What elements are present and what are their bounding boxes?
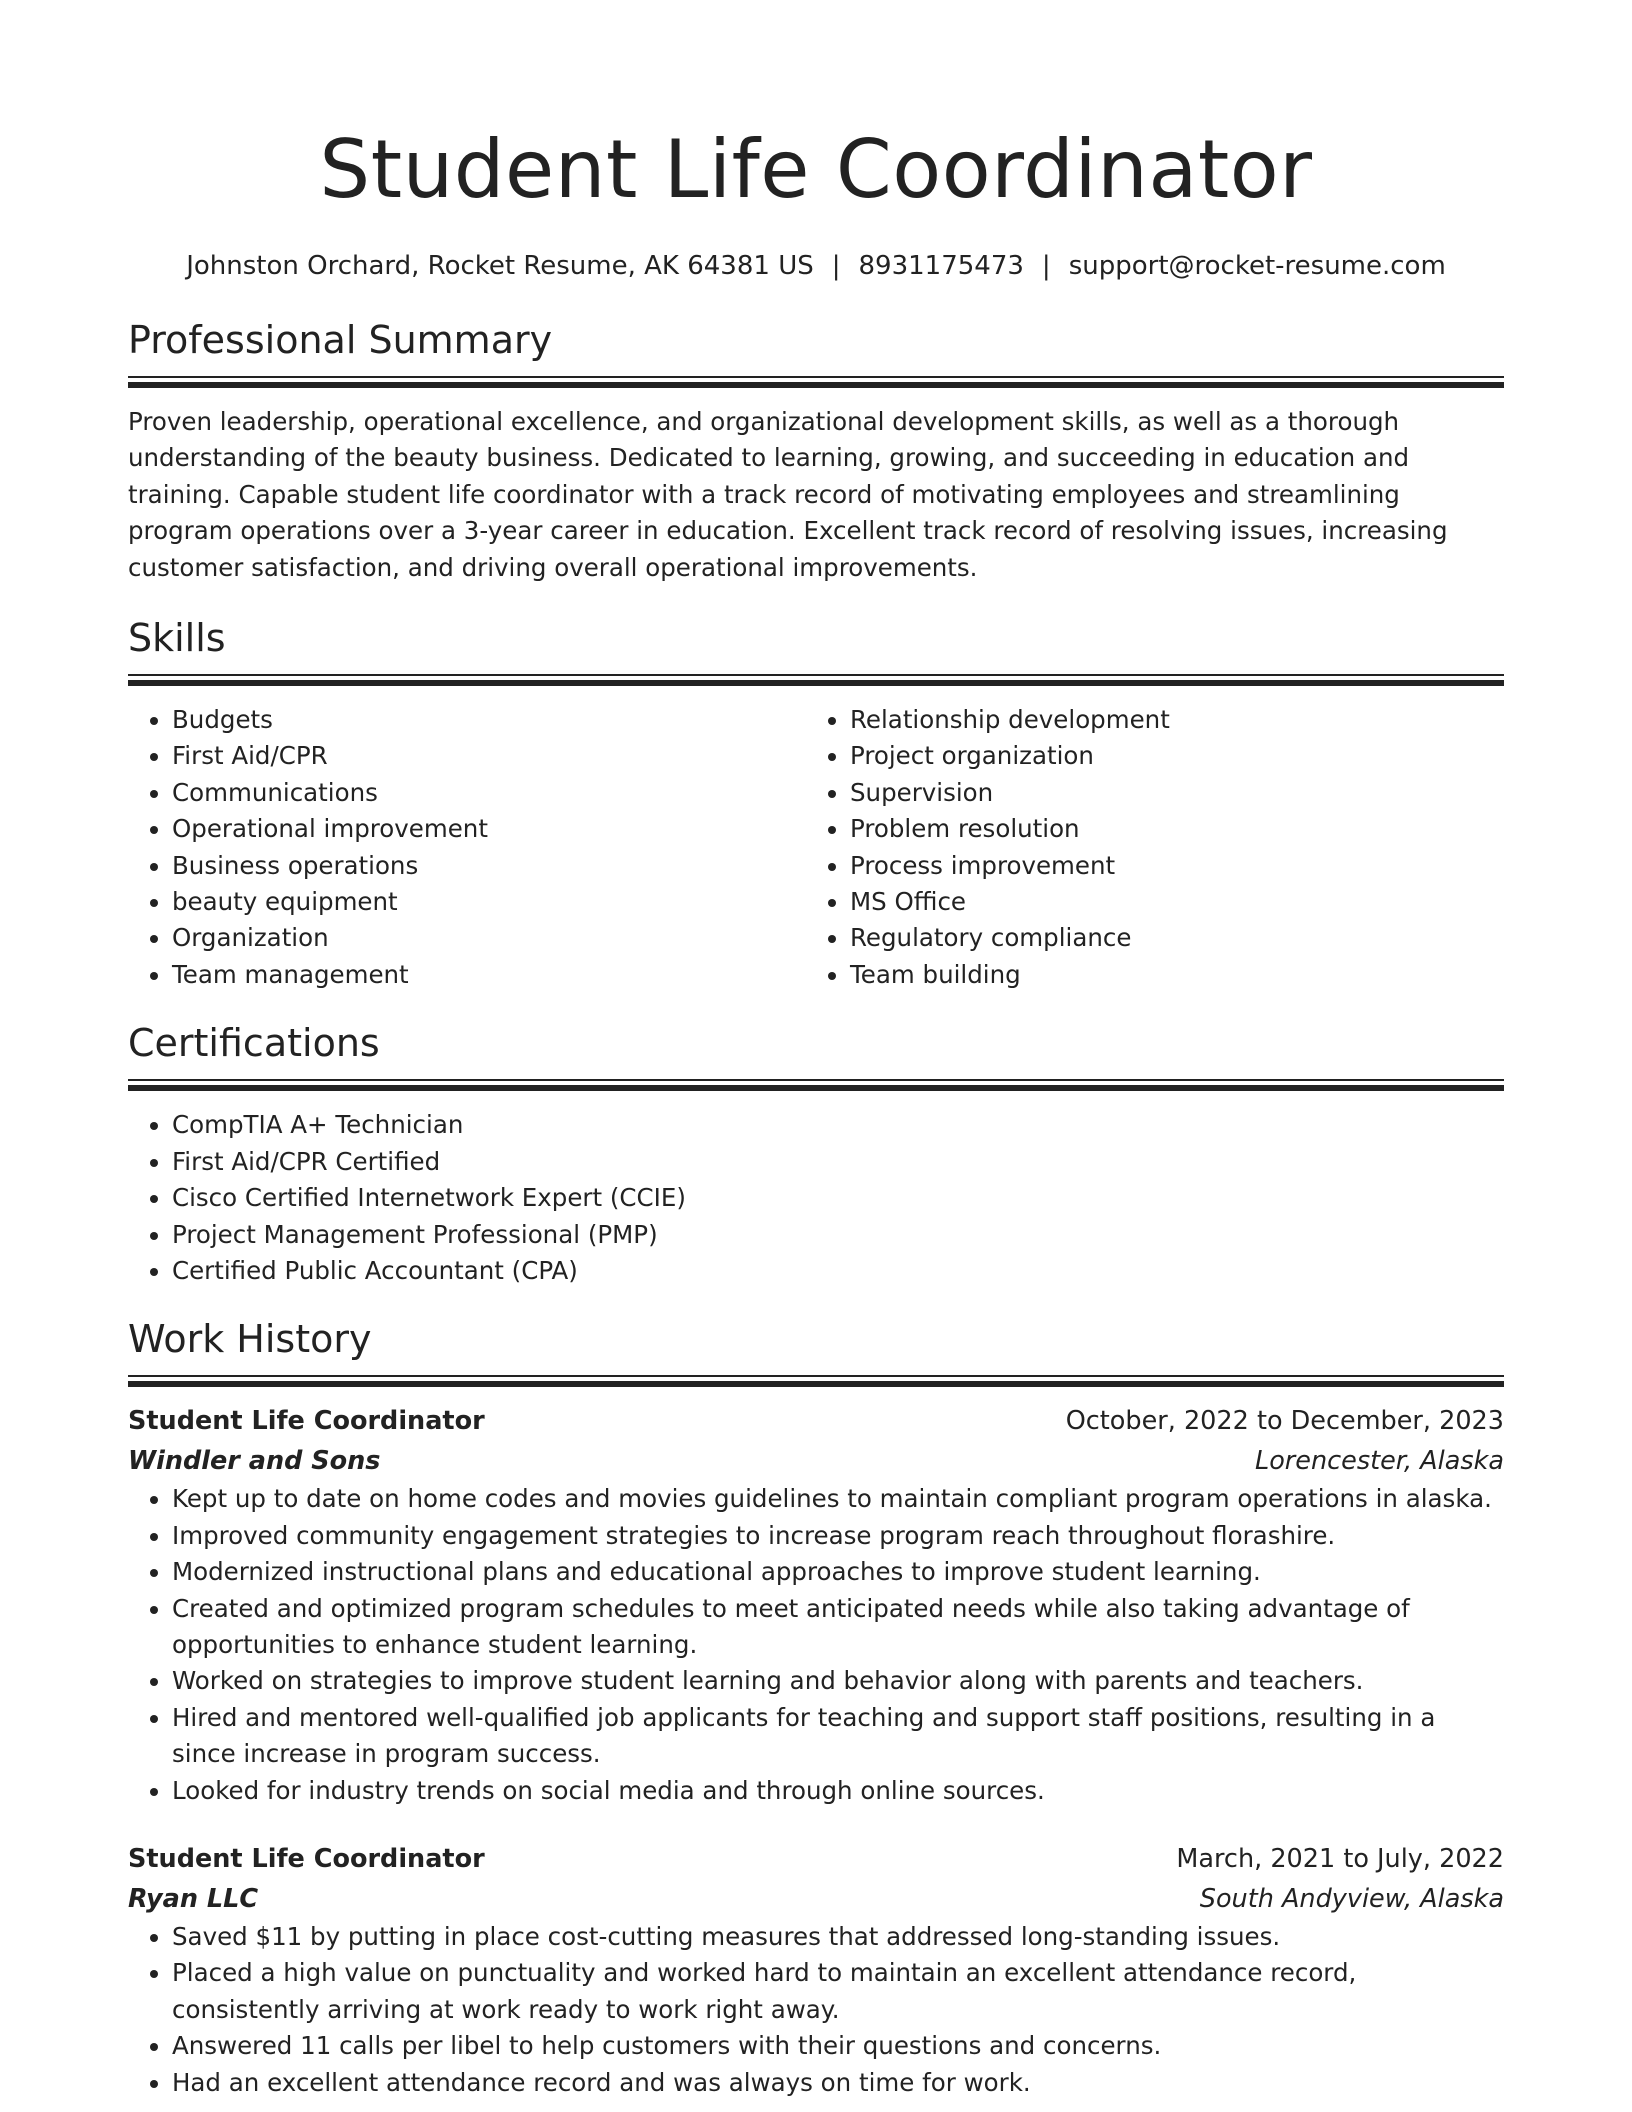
- certification-item: • Cisco Certified Internetwork Expert (CCIE): [172, 1180, 1504, 1216]
- work-history-heading: Work History: [128, 1317, 372, 1362]
- skills-section: [128, 614, 1504, 993]
- job-bullet: • Improved community engagement strategies to increase program reach throughout florashire.: [172, 1518, 1504, 1554]
- job-bullets: [128, 1481, 1504, 1809]
- skill-item: • Team building: [850, 957, 1484, 993]
- resume-name: Student Life Coordinator: [319, 123, 1313, 216]
- skill-item: • Team management: [172, 957, 806, 993]
- job-bullet: • Kept up to date on home codes and movies guidelines to maintain compliant program operations in alaska.: [172, 1481, 1504, 1517]
- job-bullet: • Created and optimized program schedules to meet anticipated needs while also taking advantage of opportunities to enhance student learning.: [172, 1591, 1504, 1664]
- work-history-section: [128, 1315, 1504, 2101]
- job-bullet: • Hired and mentored well-qualified job applicants for teaching and support staff positions, resulting in a since increase in program success.: [172, 1700, 1504, 1773]
- certification-item: • First Aid/CPR Certified: [172, 1144, 1504, 1180]
- skill-item: • beauty equipment: [172, 884, 806, 920]
- contact-separator: |: [1041, 251, 1051, 281]
- job-bullet: • Placed a high value on punctuality and worked hard to maintain an excellent attendance record, consistently arriving at work ready to work right away.: [172, 1955, 1504, 2028]
- skills-column-left: [128, 702, 806, 993]
- job-header: [128, 1839, 1504, 1879]
- certification-item: • Certified Public Accountant (CPA): [172, 1253, 1504, 1289]
- skill-item: • First Aid/CPR: [172, 738, 806, 774]
- job-bullet: • Had an excellent attendance record and was always on time for work.: [172, 2065, 1504, 2101]
- job-subheader: [128, 1879, 1504, 1919]
- job-title: Student Life Coordinator: [128, 1843, 485, 1874]
- skills-heading: Skills: [128, 616, 226, 661]
- job-bullet: • Looked for industry trends on social media and through online sources.: [172, 1773, 1504, 1809]
- certifications-section: [128, 1019, 1504, 1289]
- job-company: Windler and Sons: [128, 1446, 381, 1477]
- job-location: Lorencester, Alaska: [1254, 1446, 1504, 1477]
- skill-item: • Supervision: [850, 775, 1484, 811]
- job-entry: [128, 1839, 1504, 2101]
- skill-item: • MS Office: [850, 884, 1484, 920]
- skill-item: • Relationship development: [850, 702, 1484, 738]
- job-company: Ryan LLC: [128, 1883, 259, 1914]
- job-subheader: [128, 1441, 1504, 1481]
- skills-grid: [128, 702, 1504, 993]
- job-location: South Andyview, Alaska: [1199, 1883, 1504, 1914]
- section-divider: [128, 376, 1504, 388]
- certifications-list: [128, 1107, 1504, 1289]
- contact-email[interactable]: support@rocket-resume.com: [1068, 251, 1446, 281]
- certifications-heading: Certifications: [128, 1021, 380, 1066]
- skills-list-left: [128, 702, 806, 993]
- job-bullet: • Worked on strategies to improve student learning and behavior along with parents and teachers.: [172, 1663, 1504, 1699]
- certification-item: • Project Management Professional (PMP): [172, 1217, 1504, 1253]
- job-bullet: • Modernized instructional plans and educational approaches to improve student learning.: [172, 1554, 1504, 1590]
- summary-text: Proven leadership, operational excellence, and organizational development skills, as well as a thorough understanding of the beauty business. Dedicated to learning, growing, and succeeding in education and training. Capable student life coordinator with a track record of motivating employees and streamlining program operations over a 3-year career in education. Excellent track record of resolving issues, increasing customer satisfaction, and driving overall operational improvements.: [128, 407, 1448, 582]
- summary-heading: Professional Summary: [128, 318, 553, 362]
- contact-line: [128, 248, 1504, 284]
- section-divider: [128, 1079, 1504, 1091]
- skill-item: • Operational improvement: [172, 811, 806, 847]
- contact-address: Johnston Orchard, Rocket Resume, AK 64381 US: [186, 251, 814, 281]
- skill-item: • Process improvement: [850, 848, 1484, 884]
- certification-item: • CompTIA A+ Technician: [172, 1107, 1504, 1143]
- contact-separator: |: [831, 251, 841, 281]
- skill-item: • Communications: [172, 775, 806, 811]
- skills-list-right: [806, 702, 1484, 993]
- job-bullets: [128, 1919, 1504, 2101]
- job-header: [128, 1401, 1504, 1441]
- contact-phone: 8931175473: [858, 251, 1024, 281]
- job-dates: October, 2022 to December, 2023: [1065, 1406, 1504, 1437]
- job-title: Student Life Coordinator: [128, 1406, 485, 1437]
- section-divider: [128, 674, 1504, 686]
- skill-item: • Organization: [172, 920, 806, 956]
- job-entry: [128, 1401, 1504, 1809]
- section-divider: [128, 1375, 1504, 1387]
- skill-item: • Budgets: [172, 702, 806, 738]
- skill-item: • Project organization: [850, 738, 1484, 774]
- summary-section: [128, 316, 1504, 586]
- skills-column-right: [806, 702, 1484, 993]
- job-dates: March, 2021 to July, 2022: [1176, 1843, 1504, 1874]
- job-bullet: • Saved $11 by putting in place cost-cutting measures that addressed long-standing issues.: [172, 1919, 1504, 1955]
- skill-item: • Problem resolution: [850, 811, 1484, 847]
- skill-item: • Regulatory compliance: [850, 920, 1484, 956]
- skill-item: • Business operations: [172, 848, 806, 884]
- job-bullet: • Answered 11 calls per libel to help customers with their questions and concerns.: [172, 2028, 1504, 2064]
